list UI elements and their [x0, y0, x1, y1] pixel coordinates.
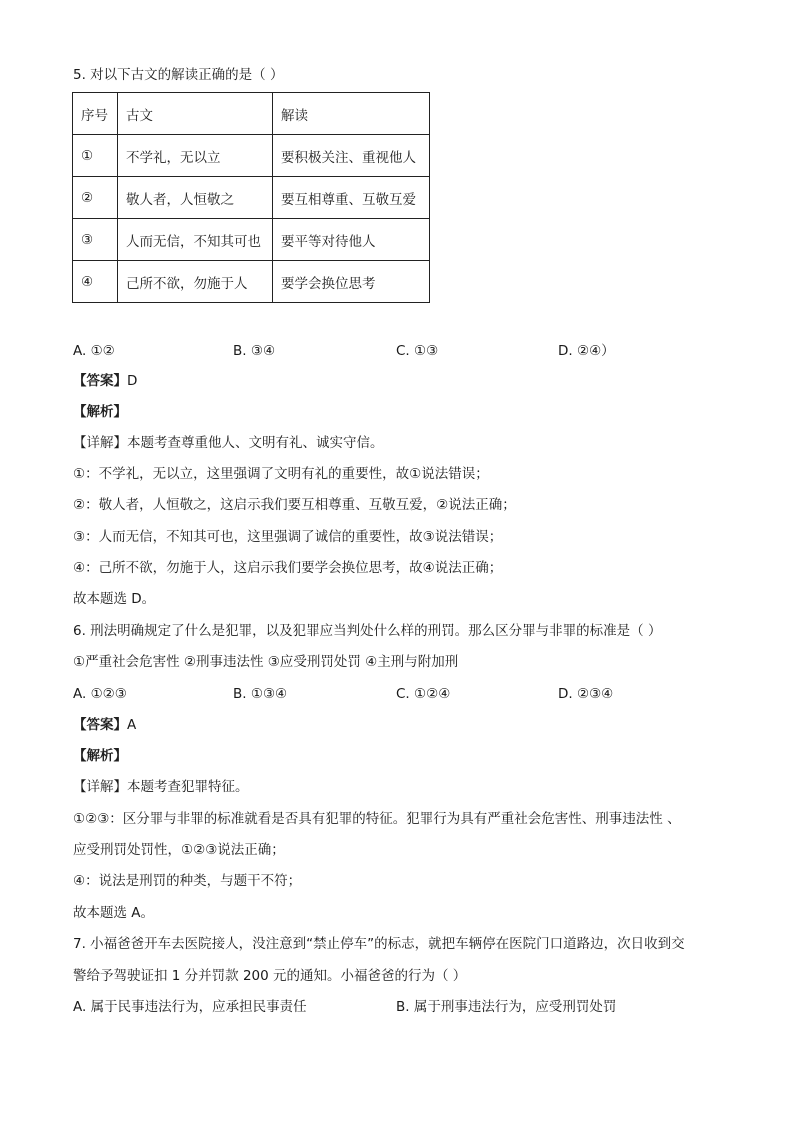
table-cell: 不学礼，无以立 [118, 135, 273, 177]
q6-stem: 6. 刑法明确规定了什么是犯罪，以及犯罪应当判处什么样的刑罚。那么区分罪与非罪的标准是（ ） [73, 623, 662, 639]
q5-stem: 5. 对以下古文的解读正确的是（ ） [73, 67, 284, 83]
q5-detail-line: ③：人而无信，不知其可也，这里强调了诚信的重要性，故③说法错误； [73, 529, 503, 545]
q6-option-b: B. ①③④ [233, 686, 288, 702]
answer-value: D [127, 373, 138, 389]
q6-answer [73, 715, 136, 735]
q7-stem-line-2: 警给予驾驶证扣 1 分并罚款 200 元的通知。小福爸爸的行为（ ） [73, 968, 467, 984]
table-cell: ④ [73, 261, 118, 303]
q7-option-a: A. 属于民事违法行为，应承担民事责任 [73, 999, 307, 1015]
table-row [73, 135, 430, 177]
q6-option-a: A. ①②③ [73, 686, 127, 702]
q6-choices: ①严重社会危害性 ②刑事违法性 ③应受刑罚处罚 ④主刑与附加刑 [73, 654, 459, 670]
q6-detail-line: 应受刑罚处罚性，①②③说法正确； [73, 842, 285, 858]
q7-option-b: B. 属于刑事违法行为，应受刑罚处罚 [396, 999, 617, 1015]
q6-detail-line: 【详解】本题考查犯罪特征。 [73, 779, 249, 795]
q6-option-c: C. ①②④ [396, 686, 451, 702]
table-header-cell: 解读 [273, 93, 430, 135]
table-header-row [73, 93, 430, 135]
q6-option-d: D. ②③④ [558, 686, 614, 702]
q5-option-b: B. ③④ [233, 343, 276, 359]
table-cell: ② [73, 177, 118, 219]
table-cell: 要平等对待他人 [273, 219, 430, 261]
q6-analysis-label: 【解析】 [73, 748, 127, 764]
q5-detail-line: ①：不学礼，无以立，这里强调了文明有礼的重要性，故①说法错误； [73, 466, 489, 482]
answer-label: 【答案】 [73, 373, 127, 389]
table-row [73, 261, 430, 303]
table-header-cell: 序号 [73, 93, 118, 135]
q7-stem-line-1: 7. 小福爸爸开车去医院接人，没注意到“禁止停车”的标志，就把车辆停在医院门口道路边，次日收到交 [73, 936, 685, 952]
table-cell: ① [73, 135, 118, 177]
q5-option-d: D. ②④） [558, 343, 615, 359]
q5-detail-line: 【详解】本题考查尊重他人、文明有礼、诚实守信。 [73, 435, 384, 451]
table-cell: 人而无信，不知其可也 [118, 219, 273, 261]
table-row [73, 177, 430, 219]
table-header-cell: 古文 [118, 93, 273, 135]
answer-label: 【答案】 [73, 717, 127, 733]
table-cell: 要互相尊重、互敬互爱 [273, 177, 430, 219]
q5-detail-line: 故本题选 D。 [73, 591, 156, 607]
table-cell: 要积极关注、重视他人 [273, 135, 430, 177]
q6-detail-line: ①②③：区分罪与非罪的标准就看是否具有犯罪的特征。犯罪行为具有严重社会危害性、刑事违法性 、 [73, 811, 681, 827]
q5-detail-line: ②：敬人者，人恒敬之，这启示我们要互相尊重、互敬互爱，②说法正确； [73, 497, 516, 513]
q5-option-c: C. ①③ [396, 343, 439, 359]
q5-detail-line: ④：己所不欲，勿施于人，这启示我们要学会换位思考，故④说法正确； [73, 560, 503, 576]
q5-analysis-label: 【解析】 [73, 404, 127, 420]
q6-detail-line: 故本题选 A。 [73, 905, 155, 921]
table-cell: ③ [73, 219, 118, 261]
q5-answer [73, 371, 137, 391]
q6-detail-line: ④：说法是刑罚的种类，与题干不符； [73, 873, 302, 889]
q5-option-a: A. ①② [73, 343, 115, 359]
q5-table [72, 92, 430, 303]
table-cell: 要学会换位思考 [273, 261, 430, 303]
table-cell: 敬人者，人恒敬之 [118, 177, 273, 219]
table-cell: 己所不欲，勿施于人 [118, 261, 273, 303]
answer-value: A [127, 717, 137, 733]
table-row [73, 219, 430, 261]
